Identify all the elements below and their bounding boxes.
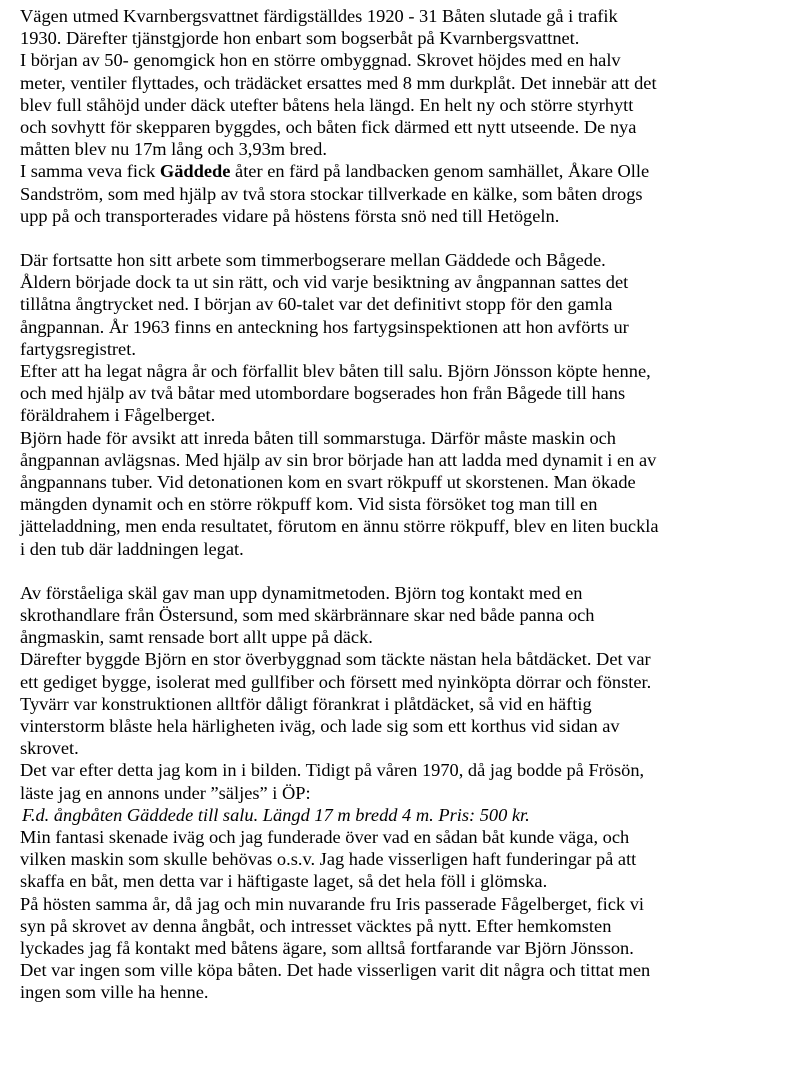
text-line: meter, ventiler flyttades, och trädäcket ersattes med 8 mm durkplåt. Det innebär att det [20, 72, 657, 93]
text-line: Björn hade för avsikt att inreda båten till sommarstuga. Därför måste maskin och [20, 427, 616, 448]
text-line: ett gediget bygge, isolerat med gullfiber och försett med nyinköpta dörrar och fönster. [20, 671, 652, 692]
text-line: ångpannans tuber. Vid detonationen kom en svart rökpuff ut skorstenen. Man ökade [20, 471, 636, 492]
paragraph-spacer [20, 560, 780, 582]
text-line: jätteladdning, men enda resultatet, förutom en ännu större rökpuff, blev en liten buckla [20, 516, 659, 537]
text-line: ångpannan avlägsnas. Med hjälp av sin bror började han att ladda med dynamit i en av [20, 449, 657, 470]
text-line: Min fantasi skenade iväg och jag funderade över vad en sådan båt kunde väga, och [20, 826, 630, 847]
text-line: ångmaskin, samt rensade bort allt uppe på däck. [20, 627, 373, 648]
text-line: skrothandlare från Östersund, som med skärbrännare skar ned både panna och [20, 605, 595, 626]
text-line: Det var efter detta jag kom in i bilden. Tidigt på våren 1970, då jag bodde på Frösön, [20, 760, 645, 781]
text-line: tillåtna ångtrycket ned. I början av 60-talet var det definitivt stopp för den gamla [20, 294, 613, 315]
text-line: föräldrahem i Fågelberget. [20, 405, 216, 426]
text-line: läste jag en annons under ”säljes” i ÖP: [20, 782, 311, 803]
text-line: skrovet. [20, 738, 79, 759]
text-line: mängden dynamit och en större rökpuff kom. Vid sista försöket tog man till en [20, 494, 598, 515]
text-line: ingen som ville ha henne. [20, 982, 209, 1003]
text-fragment: åter en färd på landbacken genom samhället, Åkare Olle [230, 161, 650, 182]
text-line: 1930. Därefter tjänstgjorde hon enbart som bogserbåt på Kvarnbergsvattnet. [20, 28, 580, 49]
text-line: fartygsregistret. [20, 338, 136, 359]
text-line: Efter att ha legat några år och förfallit blev båten till salu. Björn Jönsson köpte henne, [20, 361, 651, 381]
text-line: och sovhytt för skepparen byggdes, och båten fick därmed ett nytt utseende. De nya [20, 116, 637, 137]
text-line-gaddede [20, 160, 780, 182]
text-line: Sandström, som med hjälp av två stora stockar tillverkade en kälke, som båten drogs [20, 183, 643, 204]
text-line: Det var ingen som ville köpa båten. Det hade visserligen varit dit några och tittat men [20, 960, 651, 981]
text-line: måtten blev nu 17m lång och 3,93m bred. [20, 139, 327, 160]
text-line: ångpannan. År 1963 finns en anteckning hos fartygsinspektionen att hon avförts ur [20, 316, 629, 337]
text-line: skaffa en båt, men detta var i häftigaste laget, så det hela föll i glömska. [20, 871, 548, 892]
paragraph-rebuild [20, 5, 780, 227]
paragraph-purchase [20, 582, 780, 1004]
text-line: i den tub där laddningen legat. [20, 538, 244, 559]
text-line: och med hjälp av två båtar med utombordare bogserades hon från Bågede till hans [20, 383, 626, 404]
text-line: Vägen utmed Kvarnbergsvattnet färdigställdes 1920 - 31 Båten slutade gå i trafik [20, 6, 618, 26]
text-line: vinterstorm blåste hela härligheten iväg, och lade sig som ett korthus vid sidan av [20, 716, 620, 736]
text-line: Av förståeliga skäl gav man upp dynamitmetoden. Björn tog kontakt med en [20, 582, 583, 603]
paragraph-dynamite [20, 249, 780, 560]
document-page [20, 5, 780, 1003]
text-line: blev full ståhöjd under däck utefter båtens hela längd. En helt ny och större styrhytt [20, 94, 634, 115]
text-line: Tyvärr var konstruktionen alltför dåligt förankrat i plåtdäcket, så vid en häftig [20, 693, 592, 714]
text-fragment: I samma veva fick [20, 161, 160, 182]
text-line: lyckades jag få kontakt med båtens ägare, som alltså fortfarande var Björn Jönsson. [20, 937, 634, 958]
text-line: Där fortsatte hon sitt arbete som timmerbogserare mellan Gäddede och Bågede. [20, 250, 606, 271]
text-line: upp på och transporterades vidare på höstens första snö ned till Hetögeln. [20, 205, 560, 226]
advertisement-quote: F.d. ångbåten Gäddede till salu. Längd 17 m bredd 4 m. Pris: 500 kr. [22, 804, 530, 825]
text-line: vilken maskin som skulle behövas o.s.v. Jag hade visserligen haft funderingar på att [20, 849, 637, 870]
text-line: Åldern började dock ta ut sin rätt, och vid varje besiktning av ångpannan sattes det [20, 272, 629, 293]
text-line: Därefter byggde Björn en stor överbyggnad som täckte nästan hela båtdäcket. Det var [20, 649, 651, 670]
paragraph-spacer [20, 227, 780, 249]
text-line: I början av 50- genomgick hon en större ombyggnad. Skrovet höjdes med en halv [20, 50, 621, 71]
boat-name-bold: Gäddede [159, 161, 231, 182]
text-line: syn på skrovet av denna ångbåt, och intresset väcktes på nytt. Efter hemkomsten [20, 915, 612, 936]
text-line: På hösten samma år, då jag och min nuvarande fru Iris passerade Fågelberget, fick vi [20, 893, 644, 914]
